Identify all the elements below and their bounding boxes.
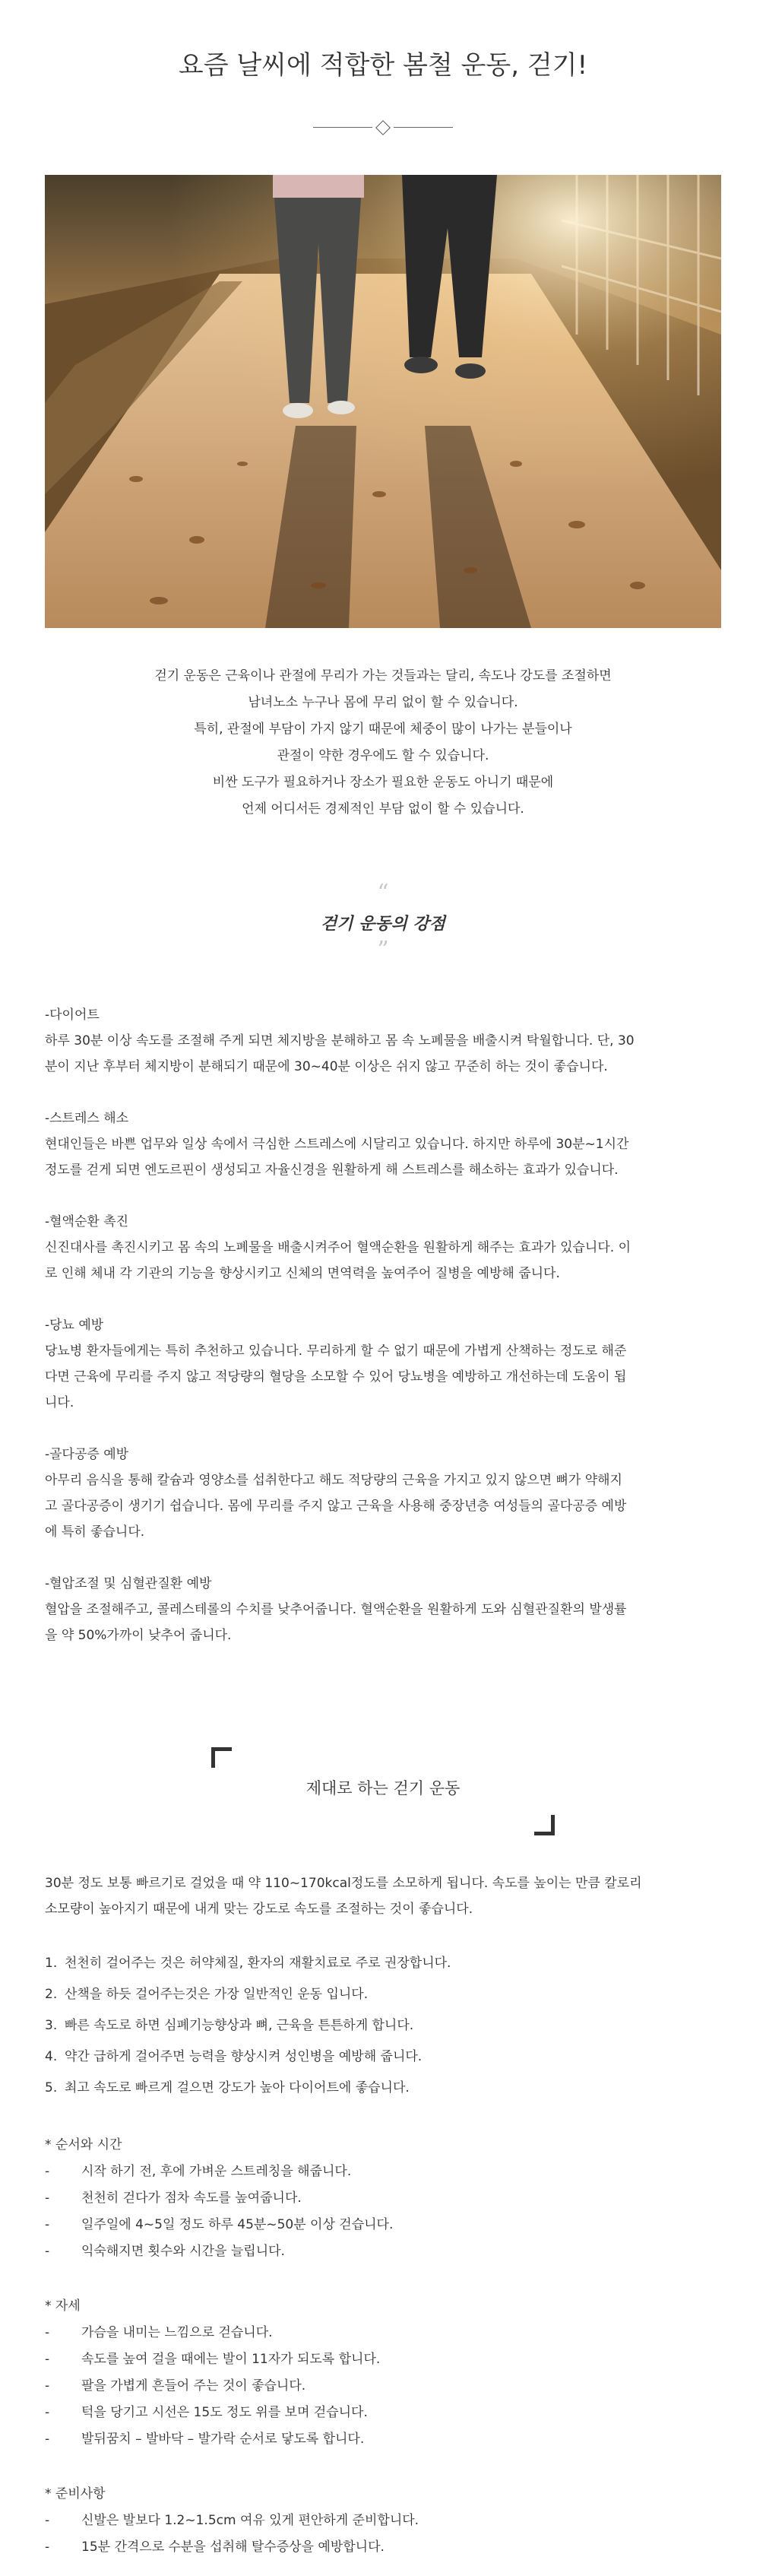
benefit-text: 로 인해 체내 각 기관의 기능을 향상시키고 신체의 면역력을 높여주어 질병을 예방해 줍니다. bbox=[45, 1266, 560, 1281]
dash-bullet: - bbox=[45, 2405, 50, 2420]
list-item bbox=[45, 2073, 721, 2104]
dash-bullet: - bbox=[45, 2325, 50, 2340]
group-item-text: 15분 간격으로 수분을 섭취해 탈수증상을 예방합니다. bbox=[81, 2540, 385, 2555]
group-item bbox=[45, 2534, 721, 2561]
group-item bbox=[45, 2159, 721, 2185]
group-item-text: 천천히 걷다가 점차 속도를 높여줍니다. bbox=[81, 2191, 302, 2206]
benefit-text: 혈압을 조절해주고, 콜레스테롤의 수치를 낮추어줍니다. 혈액순환을 원활하게 도와 심혈관질환의 발생률 bbox=[45, 1602, 627, 1617]
dash-bullet: - bbox=[45, 2352, 50, 2367]
group-item-text: 턱을 당기고 시선은 15도 정도 위를 보며 걷습니다. bbox=[81, 2405, 368, 2420]
benefits-heading-block bbox=[0, 882, 766, 962]
posture-group bbox=[45, 2293, 721, 2453]
walking-path-illustration bbox=[45, 175, 721, 628]
benefit-circulation bbox=[45, 1209, 721, 1286]
benefit-text: 신진대사를 촉진시키고 몸 속의 노폐물을 배출시켜주어 혈액순환을 원활하게 해주는 효과가 있습니다. 이 bbox=[45, 1240, 631, 1255]
benefit-title: -스트레스 해소 bbox=[45, 1111, 129, 1126]
group-item bbox=[45, 2400, 721, 2426]
benefit-text: 하루 30분 이상 속도를 조절해 주게 되면 체지방을 분해하고 몸 속 노폐물을 배출시켜 탁월합니다. 단, 30 bbox=[45, 1033, 635, 1048]
item-text: 천천히 걸어주는 것은 허약체질, 환자의 재활치료로 주로 권장합니다. bbox=[65, 1956, 451, 1971]
item-number: 4. bbox=[45, 2049, 58, 2064]
page-title: 요즘 날씨에 적합한 봄철 운동, 걷기! bbox=[178, 50, 588, 81]
item-text: 최고 속도로 빠르게 걸으면 강도가 높아 다이어트에 좋습니다. bbox=[65, 2080, 410, 2095]
divider-line-left bbox=[313, 127, 372, 128]
benefit-blood-pressure bbox=[45, 1571, 721, 1648]
group-item-text: 발뒤꿈치 – 발바닥 – 발가락 순서로 닿도록 합니다. bbox=[81, 2432, 365, 2447]
dash-bullet: - bbox=[45, 2164, 50, 2179]
list-item bbox=[45, 1979, 721, 2010]
intro-line: 걷기 운동은 근육이나 관절에 무리가 가는 것들과는 달리, 속도나 강도를 조절하면 bbox=[154, 668, 612, 684]
benefit-text: 을 약 50%가까이 낮추어 줍니다. bbox=[45, 1628, 232, 1643]
dash-bullet: - bbox=[45, 2432, 50, 2447]
benefit-text: 정도를 걷게 되면 엔도르핀이 생성되고 자율신경을 원활하게 해 스트레스를 해소하는 효과가 있습니다. bbox=[45, 1163, 619, 1178]
open-quote-icon: “ bbox=[377, 880, 389, 906]
benefits-heading: 걷기 운동의 강점 bbox=[320, 915, 446, 934]
group-item bbox=[45, 2373, 721, 2400]
group-item bbox=[45, 2508, 721, 2534]
divider-line-right bbox=[394, 127, 453, 128]
benefit-text: 분이 지난 후부터 체지방이 분해되기 때문에 30~40분 이상은 쉬지 않고 꾸준히 하는 것이 좋습니다. bbox=[45, 1059, 608, 1074]
group-heading: * 순서와 시간 bbox=[45, 2137, 122, 2152]
group-item bbox=[45, 2426, 721, 2453]
benefit-text: 다면 근육에 무리를 주지 않고 적당량의 혈당을 소모할 수 있어 당뇨병을 예방하고 개선하는데 도움이 됩 bbox=[45, 1369, 627, 1385]
list-item bbox=[45, 2010, 721, 2041]
intro-line: 관절이 약한 경우에도 할 수 있습니다. bbox=[277, 748, 489, 763]
benefit-osteoporosis bbox=[45, 1442, 721, 1545]
group-item-text: 신발은 발보다 1.2~1.5cm 여유 있게 편안하게 준비합니다. bbox=[81, 2513, 419, 2528]
speed-levels-list bbox=[45, 1948, 721, 2104]
walking-method-heading: 제대로 하는 걷기 운동 bbox=[305, 1779, 461, 1797]
list-item bbox=[45, 1948, 721, 1979]
group-item bbox=[45, 2238, 721, 2265]
method-intro-line: 30분 정도 보통 빠르기로 걸었을 때 약 110~170kcal정도를 소모하게 됩니다. 속도를 높이는 만큼 칼로리 bbox=[45, 1876, 642, 1891]
benefit-text: 에 특히 좋습니다. bbox=[45, 1524, 145, 1540]
benefit-title: -당뇨 예방 bbox=[45, 1318, 104, 1333]
group-item-text: 팔을 가볍게 흔들어 주는 것이 좋습니다. bbox=[81, 2378, 306, 2394]
close-quote-icon: ” bbox=[377, 937, 389, 963]
item-text: 약간 급하게 걸어주면 능력을 향상시켜 성인병을 예방해 줍니다. bbox=[65, 2049, 423, 2064]
benefit-text: 고 골다공증이 생기기 쉽습니다. 몸에 무리를 주지 않고 근육을 사용해 중장년층 여성들의 골다공증 예방 bbox=[45, 1499, 627, 1514]
group-heading: * 자세 bbox=[45, 2298, 81, 2314]
title-divider bbox=[313, 120, 453, 135]
benefit-title: -혈액순환 촉진 bbox=[45, 1214, 129, 1229]
item-text: 산책을 하듯 걸어주는것은 가장 일반적인 운동 입니다. bbox=[65, 1987, 369, 2002]
dash-bullet: - bbox=[45, 2540, 50, 2555]
benefit-title: -다이어트 bbox=[45, 1007, 100, 1023]
benefit-text: 아무리 음식을 통해 칼슘과 영양소를 섭취한다고 해도 적당량의 근육을 가지고 있지 않으면 뼈가 약해지 bbox=[45, 1473, 622, 1488]
benefit-text: 현대인들은 바쁜 업무와 일상 속에서 극심한 스트레스에 시달리고 있습니다. 하지만 하루에 30분~1시간 bbox=[45, 1137, 629, 1152]
group-item bbox=[45, 2346, 721, 2373]
walking-couple-photo bbox=[45, 175, 721, 628]
group-item bbox=[45, 2212, 721, 2238]
corner-bracket-bottom-right-icon bbox=[534, 1815, 555, 1835]
dash-bullet: - bbox=[45, 2191, 50, 2206]
group-item-text: 속도를 높여 걸을 때에는 발이 11자가 되도록 합니다. bbox=[81, 2352, 381, 2367]
intro-line: 비싼 도구가 필요하거나 장소가 필요한 운동도 아니기 때문에 bbox=[212, 775, 554, 790]
group-item-text: 시작 하기 전, 후에 가벼운 스트레칭을 해줍니다. bbox=[81, 2164, 352, 2179]
dash-bullet: - bbox=[45, 2513, 50, 2528]
list-item bbox=[45, 2041, 721, 2073]
benefits-list bbox=[45, 1002, 721, 1674]
benefit-title: -혈압조절 및 심혈관질환 예방 bbox=[45, 1576, 212, 1591]
benefit-text: 당뇨병 환자들에게는 특히 추천하고 있습니다. 무리하게 할 수 없기 때문에 가볍게 산책하는 정도로 해준 bbox=[45, 1344, 627, 1359]
dash-bullet: - bbox=[45, 2217, 50, 2232]
group-heading: * 준비사항 bbox=[45, 2486, 106, 2501]
walking-method-heading-block bbox=[204, 1741, 562, 1840]
benefit-text: 니다. bbox=[45, 1395, 74, 1410]
item-text: 빠른 속도로 하면 심폐기능향상과 뼈, 근육을 튼튼하게 합니다. bbox=[65, 2018, 414, 2033]
walking-method-content bbox=[45, 1870, 721, 2561]
benefit-diabetes bbox=[45, 1312, 721, 1416]
benefit-stress bbox=[45, 1106, 721, 1183]
dash-bullet: - bbox=[45, 2378, 50, 2394]
intro-paragraph bbox=[45, 663, 721, 823]
intro-line: 특히, 관절에 부담이 가지 않기 때문에 체중이 많이 나가는 분들이나 bbox=[194, 722, 572, 737]
group-item bbox=[45, 2185, 721, 2212]
item-number: 2. bbox=[45, 1987, 58, 2002]
group-item-text: 일주일에 4~5일 정도 하루 45분~50분 이상 걷습니다. bbox=[81, 2217, 394, 2232]
item-number: 5. bbox=[45, 2080, 58, 2095]
preparation-group bbox=[45, 2481, 721, 2561]
corner-bracket-top-left-icon bbox=[211, 1747, 232, 1768]
group-item bbox=[45, 2320, 721, 2346]
intro-line: 언제 어디서든 경제적인 부담 없이 할 수 있습니다. bbox=[242, 801, 524, 817]
dash-bullet: - bbox=[45, 2244, 50, 2259]
item-number: 1. bbox=[45, 1956, 58, 1971]
method-intro-line: 소모량이 높아지기 때문에 내게 맞는 강도로 속도를 조절하는 것이 좋습니다. bbox=[45, 1902, 473, 1917]
benefit-diet bbox=[45, 1002, 721, 1080]
diamond-ornament-icon bbox=[375, 120, 391, 135]
benefit-title: -골다공증 예방 bbox=[45, 1447, 129, 1462]
group-item-text: 가슴을 내미는 느낌으로 걷습니다. bbox=[81, 2325, 273, 2340]
intro-line: 남녀노소 누구나 몸에 무리 없이 할 수 있습니다. bbox=[248, 695, 518, 710]
group-item-text: 익숙해지면 횟수와 시간을 늘립니다. bbox=[81, 2244, 285, 2259]
order-and-time-group bbox=[45, 2132, 721, 2265]
item-number: 3. bbox=[45, 2018, 58, 2033]
